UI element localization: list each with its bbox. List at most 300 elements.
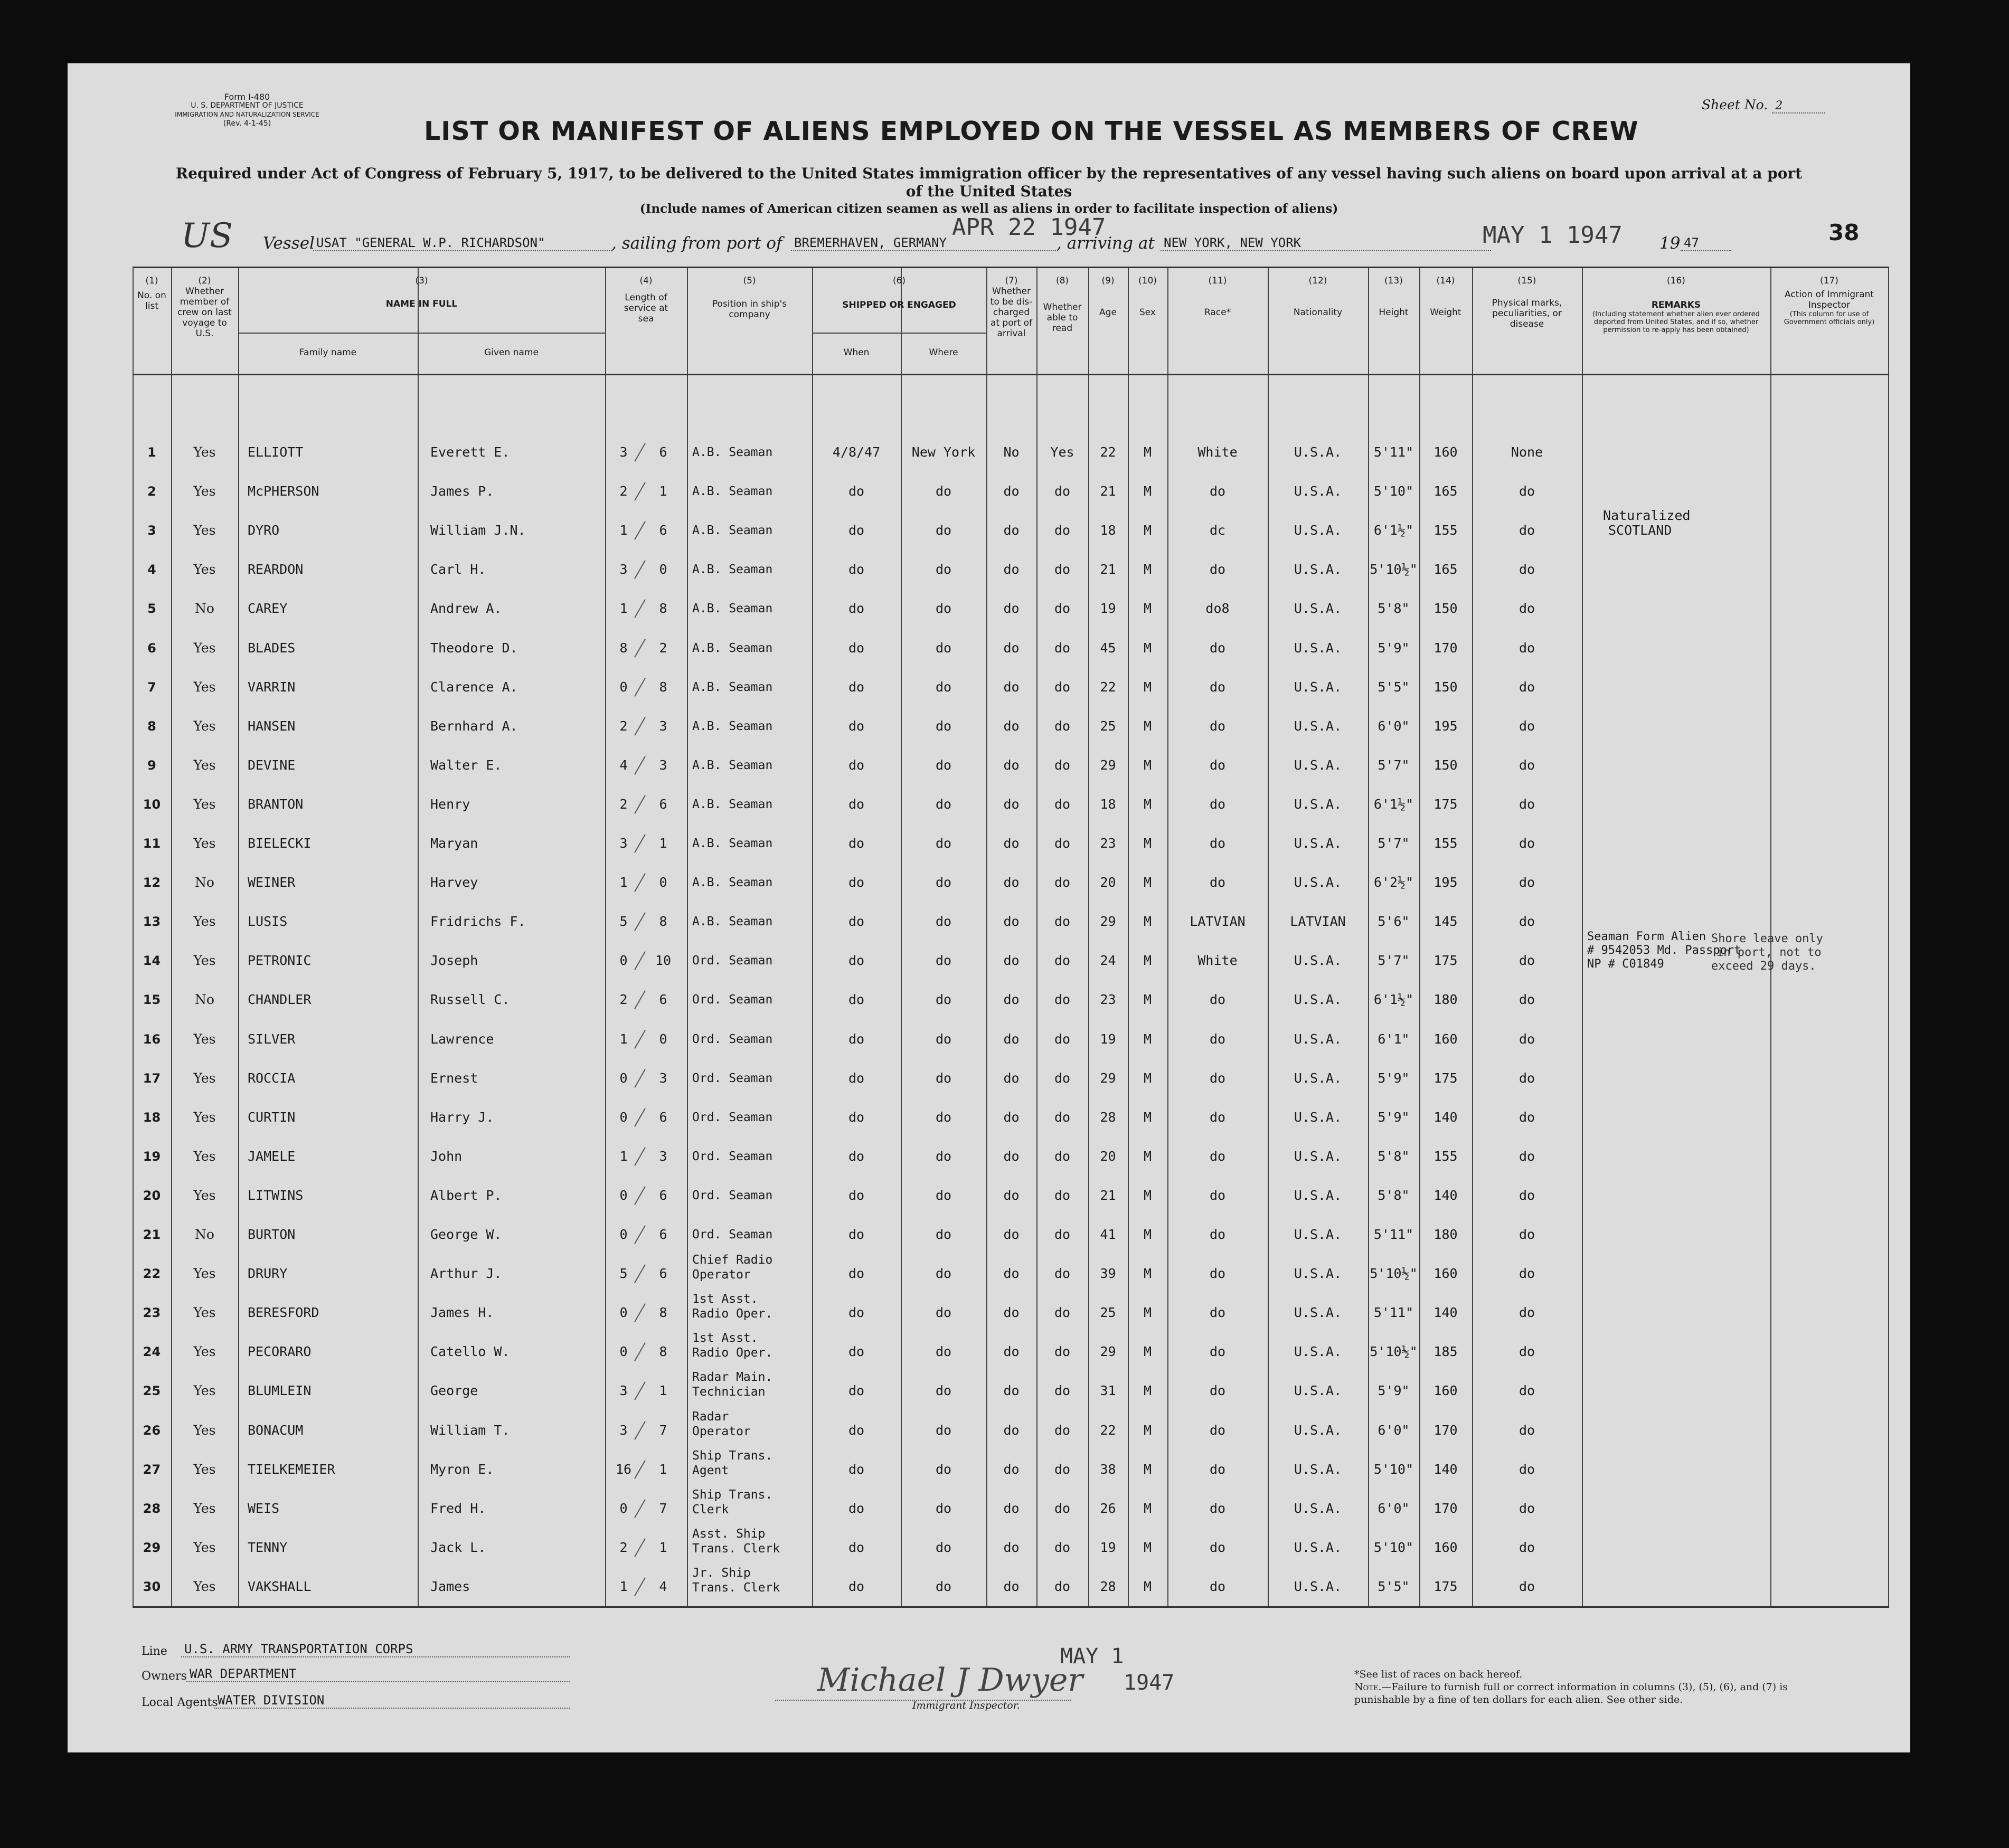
family-name: WEIS xyxy=(248,1500,280,1516)
row-number: 15 xyxy=(143,992,161,1008)
shipped-when: do xyxy=(848,640,865,656)
family-name: DRURY xyxy=(248,1266,288,1282)
able-to-read: do xyxy=(1054,1305,1071,1321)
sail-date-stamp: APR 22 1947 xyxy=(952,214,1106,241)
shipped-where: do xyxy=(935,562,952,577)
discharged: do xyxy=(1003,1461,1020,1477)
weight: 175 xyxy=(1433,953,1458,969)
family-name: LITWINS xyxy=(248,1187,304,1203)
nationality: U.S.A. xyxy=(1294,562,1342,577)
nationality: U.S.A. xyxy=(1294,1305,1342,1321)
age: 23 xyxy=(1100,836,1116,851)
position: Ord. Seaman xyxy=(692,993,773,1007)
given-name: Russell C. xyxy=(430,992,510,1008)
able-to-read: do xyxy=(1054,1422,1071,1438)
race: White xyxy=(1197,953,1238,969)
position-line: Clerk xyxy=(692,1502,729,1517)
nationality: U.S.A. xyxy=(1294,523,1342,538)
family-name: ELLIOTT xyxy=(248,444,304,460)
weight: 170 xyxy=(1433,1422,1458,1438)
last-voyage: No xyxy=(195,1227,214,1242)
race: do xyxy=(1209,1109,1226,1125)
age: 31 xyxy=(1100,1383,1116,1399)
row-number: 24 xyxy=(143,1344,161,1360)
given-name: Bernhard A. xyxy=(430,718,518,734)
able-to-read: do xyxy=(1054,523,1071,538)
last-voyage: Yes xyxy=(193,444,216,460)
races-note: *See list of races on back hereof. xyxy=(1354,1669,1523,1680)
shipped-when: do xyxy=(848,718,865,734)
race: do xyxy=(1209,1305,1226,1321)
service-years: 3 xyxy=(619,444,628,460)
family-name: CHANDLER xyxy=(248,992,312,1008)
age: 18 xyxy=(1100,796,1116,812)
physical-marks: do xyxy=(1518,1578,1535,1594)
able-to-read: do xyxy=(1054,836,1071,851)
row-number: 26 xyxy=(143,1423,161,1438)
service: IMMIGRATION AND NATURALIZATION SERVICE xyxy=(175,111,319,118)
position-line: Radio Oper. xyxy=(692,1307,773,1321)
able-to-read: do xyxy=(1054,1227,1071,1242)
given-name: Joseph xyxy=(430,953,478,969)
discharged: do xyxy=(1003,1305,1020,1321)
service-months: 7 xyxy=(659,1422,667,1438)
physical-marks: do xyxy=(1518,1383,1535,1399)
last-voyage: Yes xyxy=(193,1461,216,1477)
remark-row13-overlay: Shore leave only in port, not to exceed 29 days. xyxy=(1711,932,1823,973)
able-to-read: do xyxy=(1054,875,1071,890)
service-months: 1 xyxy=(659,1539,667,1555)
shipped-where: do xyxy=(935,1109,952,1125)
able-to-read: do xyxy=(1054,601,1071,617)
height: 5'11" xyxy=(1373,1305,1414,1321)
last-voyage: Yes xyxy=(193,1031,216,1047)
height: 5'7" xyxy=(1378,836,1410,851)
family-name: PETRONIC xyxy=(248,953,312,969)
row-number: 1 xyxy=(147,445,156,460)
sex: M xyxy=(1143,1383,1152,1399)
race: White xyxy=(1197,444,1238,460)
weight: 140 xyxy=(1433,1305,1458,1321)
sex: M xyxy=(1143,1539,1152,1555)
sheet-no: 2 xyxy=(1772,99,1825,113)
shipped-where: do xyxy=(935,679,952,695)
position-line: Operator xyxy=(692,1424,751,1438)
height: 6'0" xyxy=(1378,718,1410,734)
service-months: 8 xyxy=(659,914,667,930)
physical-marks: do xyxy=(1518,1187,1535,1203)
position-line: Radar xyxy=(692,1409,729,1424)
given-name: Ernest xyxy=(430,1070,478,1086)
height: 5'9" xyxy=(1378,1109,1410,1125)
sex: M xyxy=(1143,679,1152,695)
height: 5'6" xyxy=(1378,914,1410,930)
age: 21 xyxy=(1100,484,1116,499)
nationality: U.S.A. xyxy=(1294,444,1342,460)
row-number: 3 xyxy=(147,523,156,538)
sex: M xyxy=(1143,1109,1152,1125)
last-voyage: Yes xyxy=(193,484,216,499)
position-line: Trans. Clerk xyxy=(692,1580,780,1595)
height: 5'11" xyxy=(1373,1227,1414,1242)
service-years: 2 xyxy=(619,718,628,734)
year-label: 19 xyxy=(1659,234,1681,253)
sex: M xyxy=(1143,1422,1152,1438)
position xyxy=(692,1370,811,1399)
given-name: Catello W. xyxy=(430,1344,510,1360)
discharged: do xyxy=(1003,1266,1020,1282)
shipped-when: do xyxy=(848,757,865,773)
position-line: 1st Asst. xyxy=(692,1292,758,1306)
family-name: TENNY xyxy=(248,1539,288,1555)
sailing-port: BREMERHAVEN, GERMANY xyxy=(791,235,1058,251)
service-years: 5 xyxy=(619,1266,628,1282)
service-months: 0 xyxy=(659,1031,667,1047)
family-name: BRANTON xyxy=(248,796,304,812)
discharged: do xyxy=(1003,601,1020,617)
given-name: Clarence A. xyxy=(430,679,518,695)
nationality: U.S.A. xyxy=(1294,953,1342,969)
row-number: 9 xyxy=(147,757,156,773)
shipped-where: do xyxy=(935,718,952,734)
service-months: 8 xyxy=(659,1344,667,1360)
weight: 140 xyxy=(1433,1187,1458,1203)
sex: M xyxy=(1143,875,1152,890)
discharged: do xyxy=(1003,875,1020,890)
shipped-where: do xyxy=(935,953,952,969)
discharged: do xyxy=(1003,836,1020,851)
weight: 165 xyxy=(1433,562,1458,577)
race: do xyxy=(1209,1148,1226,1164)
inspection-stamp-month: MAY 1 xyxy=(1060,1644,1124,1669)
nationality: U.S.A. xyxy=(1294,1578,1342,1594)
position: Ord. Seaman xyxy=(692,954,773,968)
shipped-where: do xyxy=(935,484,952,499)
shipped-when: do xyxy=(848,523,865,538)
nationality: U.S.A. xyxy=(1294,1109,1342,1125)
col1-header: (1) No. on list xyxy=(137,276,166,311)
inspector-signature: Michael J Dwyer xyxy=(817,1662,1083,1699)
service-months: 8 xyxy=(659,1305,667,1321)
family-name: ROCCIA xyxy=(248,1070,296,1086)
service-years: 0 xyxy=(619,679,628,695)
discharged: do xyxy=(1003,1109,1020,1125)
position xyxy=(692,1566,811,1595)
given-name: Henry xyxy=(430,796,470,812)
row-number: 7 xyxy=(147,679,156,695)
row-number: 17 xyxy=(143,1070,161,1086)
height: 6'0" xyxy=(1378,1500,1410,1516)
revision: (Rev. 4-1-45) xyxy=(223,119,271,128)
shipped-when: do xyxy=(848,1187,865,1203)
race: do xyxy=(1209,1578,1226,1594)
shipped-where: do xyxy=(935,1266,952,1282)
weight: 170 xyxy=(1433,1500,1458,1516)
weight: 140 xyxy=(1433,1109,1458,1125)
physical-marks: do xyxy=(1518,1500,1535,1516)
race: do xyxy=(1209,1070,1226,1086)
agents-value: WATER DIVISION xyxy=(214,1693,570,1709)
service-years: 0 xyxy=(619,1070,628,1086)
family-name: BURTON xyxy=(248,1227,296,1242)
able-to-read: do xyxy=(1054,679,1071,695)
service-months: 1 xyxy=(659,484,667,499)
form-title: LIST OR MANIFEST OF ALIENS EMPLOYED ON THE VESSEL AS MEMBERS OF CREW xyxy=(424,116,1639,146)
able-to-read: do xyxy=(1054,914,1071,930)
position: Ord. Seaman xyxy=(692,1228,773,1242)
able-to-read: do xyxy=(1054,1500,1071,1516)
row-number: 10 xyxy=(143,797,161,812)
col7-header: (7) Whether to be dis-charged at port of arrival xyxy=(990,276,1033,339)
family-name: BIELECKI xyxy=(248,836,312,851)
shipped-where: do xyxy=(935,757,952,773)
service-months: 6 xyxy=(659,1266,667,1282)
shipped-where: do xyxy=(935,1461,952,1477)
weight: 160 xyxy=(1433,1031,1458,1047)
discharged: do xyxy=(1003,1148,1020,1164)
discharged: do xyxy=(1003,1187,1020,1203)
family-name: CURTIN xyxy=(248,1109,296,1125)
sex: M xyxy=(1143,718,1152,734)
arrival-port: NEW YORK, NEW YORK xyxy=(1161,235,1491,251)
department: U. S. DEPARTMENT OF JUSTICE xyxy=(191,101,304,110)
last-voyage: Yes xyxy=(193,1305,216,1321)
race: do8 xyxy=(1205,601,1230,617)
height: 5'9" xyxy=(1378,640,1410,656)
physical-marks: do xyxy=(1518,953,1535,969)
able-to-read: do xyxy=(1054,1578,1071,1594)
service-years: 8 xyxy=(619,640,628,656)
height: 5'9" xyxy=(1378,1383,1410,1399)
family-name: HANSEN xyxy=(248,718,296,734)
physical-marks: do xyxy=(1518,1148,1535,1164)
family-name: BLUMLEIN xyxy=(248,1383,312,1399)
physical-marks: do xyxy=(1518,757,1535,773)
able-to-read: do xyxy=(1054,1461,1071,1477)
shipped-when: do xyxy=(848,1539,865,1555)
shipped-where: do xyxy=(935,1070,952,1086)
able-to-read: do xyxy=(1054,1070,1071,1086)
able-to-read: do xyxy=(1054,953,1071,969)
race: do xyxy=(1209,718,1226,734)
service-years: 0 xyxy=(619,1305,628,1321)
height: 5'5" xyxy=(1378,679,1410,695)
age: 29 xyxy=(1100,757,1116,773)
shipped-when: do xyxy=(848,953,865,969)
shipped-where: do xyxy=(935,1539,952,1555)
row-number: 6 xyxy=(147,640,156,656)
nationality: U.S.A. xyxy=(1294,796,1342,812)
position: A.B. Seaman xyxy=(692,563,773,577)
service-years: 2 xyxy=(619,796,628,812)
col15-header: (15) Physical marks, peculiarities, or disease xyxy=(1492,276,1562,329)
physical-marks: do xyxy=(1518,1031,1535,1047)
family-name: McPHERSON xyxy=(248,484,319,499)
row-number: 25 xyxy=(143,1383,161,1399)
height: 6'0" xyxy=(1378,1422,1410,1438)
sex: M xyxy=(1143,836,1152,851)
race: do xyxy=(1209,757,1226,773)
weight: 155 xyxy=(1433,523,1458,538)
last-voyage: Yes xyxy=(193,836,216,851)
shipped-when: do xyxy=(848,1227,865,1242)
physical-marks: do xyxy=(1518,875,1535,890)
vessel-name: USAT "GENERAL W.P. RICHARDSON" xyxy=(313,235,612,251)
row-number: 14 xyxy=(143,953,161,969)
shipped-where: do xyxy=(935,1422,952,1438)
row-number: 20 xyxy=(143,1188,161,1203)
last-voyage: Yes xyxy=(193,914,216,930)
service-months: 1 xyxy=(659,1383,667,1399)
discharged: do xyxy=(1003,1422,1020,1438)
service-years: 3 xyxy=(619,1422,628,1438)
position-line: Operator xyxy=(692,1268,751,1282)
able-to-read: do xyxy=(1054,562,1071,577)
discharged: do xyxy=(1003,1539,1020,1555)
given-name: Everett E. xyxy=(430,444,510,460)
shipped-where: New York xyxy=(911,444,976,460)
remark-row13: Seaman Form Alien # 9542053 Md. Passport NP # C01849 xyxy=(1587,930,1741,971)
height: 5'8" xyxy=(1378,1187,1410,1203)
position: A.B. Seaman xyxy=(692,524,773,538)
row-number: 4 xyxy=(147,562,156,577)
last-voyage: Yes xyxy=(193,757,216,773)
given-name: Myron E. xyxy=(430,1461,494,1477)
inspector-label: Immigrant Inspector. xyxy=(912,1700,1020,1711)
physical-marks: do xyxy=(1518,1109,1535,1125)
race: do xyxy=(1209,1422,1226,1438)
shipped-where: do xyxy=(935,1383,952,1399)
family-name: REARDON xyxy=(248,562,304,577)
age: 38 xyxy=(1100,1461,1116,1477)
last-voyage: No xyxy=(195,875,214,890)
shipped-when: do xyxy=(848,1148,865,1164)
col8-header: (8) Whether able to read xyxy=(1043,276,1082,334)
shipped-where: do xyxy=(935,914,952,930)
physical-marks: do xyxy=(1518,562,1535,577)
position: A.B. Seaman xyxy=(692,876,773,890)
age: 21 xyxy=(1100,1187,1116,1203)
discharged: do xyxy=(1003,796,1020,812)
weight: 150 xyxy=(1433,757,1458,773)
service-months: 3 xyxy=(659,718,667,734)
shipped-when: do xyxy=(848,1344,865,1360)
shipped-when: do xyxy=(848,836,865,851)
given-name: Harvey xyxy=(430,875,478,890)
service-months: 6 xyxy=(659,523,667,538)
physical-marks: do xyxy=(1518,1422,1535,1438)
height: 5'10" xyxy=(1373,484,1414,499)
physical-marks: do xyxy=(1518,1070,1535,1086)
able-to-read: do xyxy=(1054,1187,1071,1203)
physical-marks: do xyxy=(1518,796,1535,812)
given-name: James P. xyxy=(430,484,494,499)
position: Ord. Seaman xyxy=(692,1110,773,1124)
last-voyage: Yes xyxy=(193,718,216,734)
race: do xyxy=(1209,1344,1226,1360)
shipped-when: do xyxy=(848,484,865,499)
nationality: U.S.A. xyxy=(1294,601,1342,617)
service-years: 16 xyxy=(615,1461,632,1477)
age: 29 xyxy=(1100,1070,1116,1086)
position-line: Asst. Ship xyxy=(692,1527,766,1541)
nationality: U.S.A. xyxy=(1294,484,1342,499)
position-line: Technician xyxy=(692,1385,766,1399)
family-name-header: Family name xyxy=(299,347,357,358)
family-name: JAMELE xyxy=(248,1148,296,1164)
nationality: U.S.A. xyxy=(1294,1031,1342,1047)
shipped-when: do xyxy=(848,601,865,617)
service-months: 3 xyxy=(659,1070,667,1086)
service-years: 1 xyxy=(619,1031,628,1047)
service-years: 1 xyxy=(619,601,628,617)
col10-header: (10) Sex xyxy=(1138,276,1157,318)
given-name: Fridrichs F. xyxy=(430,914,526,930)
position: A.B. Seaman xyxy=(692,758,773,772)
sex: M xyxy=(1143,757,1152,773)
age: 28 xyxy=(1100,1109,1116,1125)
last-voyage: Yes xyxy=(193,1500,216,1516)
given-name: Arthur J. xyxy=(430,1266,502,1282)
col2-header: (2) Whether member of crew on last voyage to U.S. xyxy=(177,276,232,339)
race: do xyxy=(1209,1461,1226,1477)
given-name: James xyxy=(430,1578,470,1594)
service-years: 0 xyxy=(619,1344,628,1360)
service-months: 6 xyxy=(659,444,667,460)
shipped-where: do xyxy=(935,992,952,1008)
position: A.B. Seaman xyxy=(692,797,773,811)
physical-marks: do xyxy=(1518,1266,1535,1282)
race: do xyxy=(1209,992,1226,1008)
sheet-no-label: Sheet No. 2 xyxy=(1702,97,1825,113)
height: 5'11" xyxy=(1373,444,1414,460)
last-voyage: Yes xyxy=(193,1578,216,1594)
service-months: 4 xyxy=(659,1578,667,1594)
height: 5'5" xyxy=(1378,1578,1410,1594)
service-months: 6 xyxy=(659,1187,667,1203)
age: 20 xyxy=(1100,875,1116,890)
sex: M xyxy=(1143,1500,1152,1516)
able-to-read: do xyxy=(1054,1539,1071,1555)
row-number: 21 xyxy=(143,1227,161,1242)
shipped-where: do xyxy=(935,640,952,656)
line-value: U.S. ARMY TRANSPORTATION CORPS xyxy=(181,1642,570,1657)
race: LATVIAN xyxy=(1190,914,1246,930)
row-number: 12 xyxy=(143,875,161,890)
able-to-read: do xyxy=(1054,484,1071,499)
able-to-read: do xyxy=(1054,757,1071,773)
race: do xyxy=(1209,875,1226,890)
shipped-where: do xyxy=(935,1187,952,1203)
us-handwritten-mark: US xyxy=(181,216,233,255)
age: 19 xyxy=(1100,601,1116,617)
row-number: 16 xyxy=(143,1031,161,1047)
race: dc xyxy=(1209,523,1226,538)
nationality: U.S.A. xyxy=(1294,1266,1342,1282)
shipped-where: do xyxy=(935,1305,952,1321)
race: do xyxy=(1209,836,1226,851)
shipped-when: do xyxy=(848,1461,865,1477)
service-years: 1 xyxy=(619,523,628,538)
col6-header: (6) SHIPPED OR ENGAGED xyxy=(842,276,956,310)
physical-marks: do xyxy=(1518,914,1535,930)
service-years: 1 xyxy=(619,875,628,890)
position: A.B. Seaman xyxy=(692,485,773,499)
shipped-when: do xyxy=(848,1109,865,1125)
family-name: BERESFORD xyxy=(248,1305,319,1321)
service-years: 0 xyxy=(619,1500,628,1516)
last-voyage: Yes xyxy=(193,796,216,812)
